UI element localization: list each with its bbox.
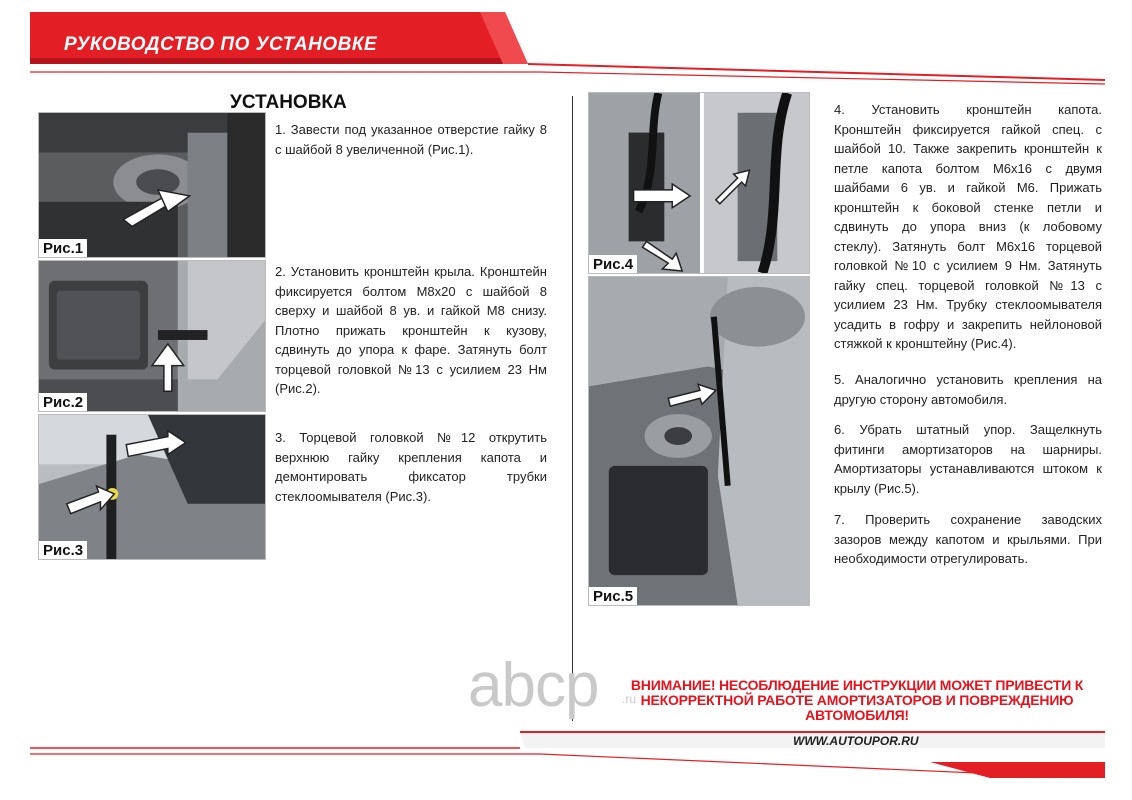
watermark-domain: .ru bbox=[622, 692, 637, 706]
figure-label: Рис.5 bbox=[589, 587, 637, 605]
photo-fig4 bbox=[588, 92, 810, 274]
section-title: УСТАНОВКА bbox=[230, 92, 347, 113]
header-title: РУКОВОДСТВО ПО УСТАНОВКЕ bbox=[64, 34, 378, 55]
photo-fig5 bbox=[588, 276, 810, 606]
figure-label: Рис.3 bbox=[39, 541, 87, 559]
step-7-text: 7. Проверить сохранение заводских зазоров между капотом и крыльями. При необходимости отрегулировать. bbox=[834, 512, 1102, 566]
step-3-text: 3. Торцевой головкой №12 открутить верхнюю гайку крепления капота и демонтировать фиксатор трубки стеклоомывателя (Рис.3). bbox=[275, 430, 547, 504]
warning-text: ВНИМАНИЕ! НЕСОБЛЮДЕНИЕ ИНСТРУКЦИИ МОЖЕТ ПРИВЕСТИ К НЕКОРРЕКТНОЙ РАБОТЕ АМОРТИЗАТОРОВ И ПОВРЕЖДЕНИЮ АВТОМОБИЛЯ! bbox=[630, 677, 1084, 723]
figure-label: Рис.4 bbox=[589, 255, 637, 273]
photo-fig3 bbox=[38, 414, 266, 560]
photo-fig1 bbox=[38, 112, 266, 258]
watermark-logo: abcp bbox=[468, 651, 599, 720]
step-2-text: 2. Установить кронштейн крыла. Кронштейн фиксируется болтом М8х20 с шайбой 8 сверху и шайбой 8 ув. и гайкой М8 снизу. Плотно прижать кронштейн к кузову, сдвинуть до упора к фаре. Затянуть болт торцевой головкой №13 с усилием 23 Нм (Рис.2). bbox=[275, 264, 547, 396]
step-1-text: 1. Завести под указанное отверстие гайку 8 с шайбой 8 увеличенной (Рис.1). bbox=[275, 122, 547, 157]
footer-website: WWW.AUTOUPOR.RU bbox=[793, 734, 919, 748]
figure-label: Рис.1 bbox=[39, 239, 87, 257]
step-6-text: 6. Убрать штатный упор. Защелкнуть фитинги амортизаторов на шарниры. Амортизаторы устанавливаются штоком к крылу (Рис.5). bbox=[834, 422, 1102, 496]
figure-label: Рис.2 bbox=[39, 393, 87, 411]
step-5-text: 5. Аналогично установить крепления на другую сторону автомобиля. bbox=[834, 372, 1102, 407]
step-4-text: 4. Установить кронштейн капота. Кронштейн фиксируется гайкой спец. с шайбой 10. Также закрепить кронштейн к петле капота болтом М6х16 с двумя шайбами 6 ув. и гайкой М6. Прижать кронштейн к боковой стенке петли и сдвинуть до упора вниз (к лобовому стеклу). Затянуть болт М6х16 торцевой головкой №10 с усилием 9 Нм. Затянуть гайку спец. торцевой головкой №13 с усилием 23 Нм. Трубку стеклоомывателя усадить в гофру и закрепить нейлоновой стяжкой к кронштейну (Рис.4). bbox=[834, 102, 1102, 351]
footer-banner bbox=[0, 722, 1132, 800]
photo-fig2 bbox=[38, 260, 266, 412]
column-divider bbox=[572, 96, 573, 721]
